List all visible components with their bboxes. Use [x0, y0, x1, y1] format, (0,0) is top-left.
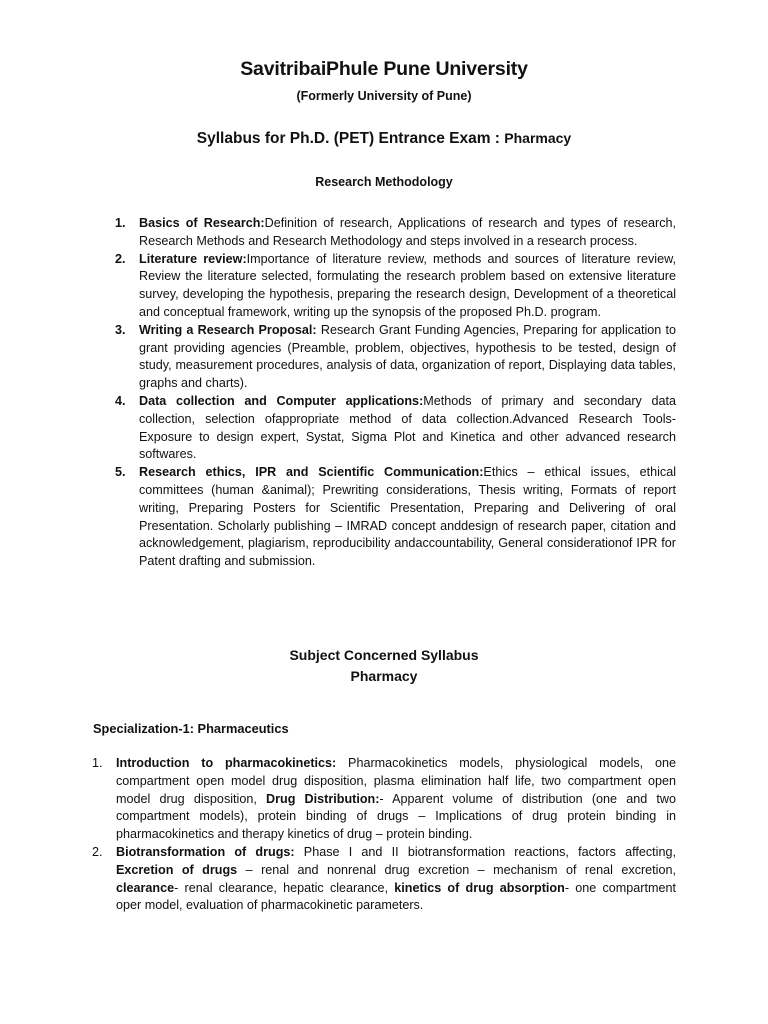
item-title: Literature review:: [139, 251, 247, 266]
item-title: Research ethics, IPR and Scientific Communication:: [139, 465, 484, 480]
item-text: - renal clearance, hepatic clearance,: [174, 880, 395, 895]
list-item: [115, 464, 676, 571]
research-methodology-heading: Research Methodology: [315, 175, 453, 189]
item-subtitle: Drug Distribution:: [266, 791, 380, 806]
subject-heading-line1: Subject Concerned Syllabus: [289, 647, 479, 663]
list-item: [115, 251, 676, 322]
item-title: Biotransformation of drugs:: [116, 844, 295, 859]
syllabus-title-subject: Pharmacy: [504, 130, 572, 146]
item-number: 1.: [92, 756, 103, 770]
item-text: Definition of research, Applications of research and types of research, Research Methods and Research Methodology and steps involved in a research process.: [139, 216, 676, 248]
list-item: [115, 393, 676, 464]
item-text: Pharmacokinetics models, physiological models, one compartment open model drug disposition, plasma elimination half life, two compartment open model drug disposition,: [116, 756, 676, 806]
item-text: – renal and nonrenal drug excretion – mechanism of renal excretion,: [237, 862, 676, 877]
subject-syllabus-heading: [0, 645, 768, 687]
item-text: - Apparent volume of distribution (one and two compartment models), protein binding of drugs – Implications of drug protein binding in pharmacokinetics and therapy kinetics of drug – protein binding.: [116, 791, 676, 842]
item-number: 2.: [92, 844, 103, 859]
pharmaceutics-list: [92, 755, 676, 915]
syllabus-title: [0, 130, 768, 148]
item-number: 4.: [115, 393, 126, 408]
specialization-heading: Specialization-1: Pharmaceutics: [93, 721, 289, 736]
research-methodology-list: [115, 215, 676, 571]
subject-heading-line2: Pharmacy: [350, 668, 418, 684]
item-text: Phase I and II biotransformation reactions, factors affecting,: [294, 844, 676, 859]
item-subtitle: Excretion of drugs: [116, 862, 238, 877]
item-title: Introduction to pharmacokinetics:: [116, 756, 337, 770]
list-item: [92, 755, 676, 844]
item-text: Ethics – ethical issues, ethical committees (human &animal); Prewriting considerations, Thesis writing, Formats of report writing, Preparing Posters for Scientific Presentation, Preparing and Delivering of oral Presentation. Scholarly publishing – IMRAD concept anddesign of research paper, citation and acknowledgement, plagiarism, reproducibility andaccountability, General considerationof IPR for Patent drafting and submission.: [139, 465, 676, 569]
item-text: Methods of primary and secondary data collection, selection ofappropriate method of data collection.Advanced Research Tools- Exposure to design expert, Systat, Sigma Plot and Kinetica and other advanced research softwares.: [139, 393, 676, 462]
university-title: SavitribaiPhule Pune University: [240, 58, 528, 80]
item-title: Basics of Research:: [139, 216, 265, 230]
item-title: Writing a Research Proposal:: [139, 322, 317, 337]
item-number: 3.: [115, 322, 126, 337]
item-text: Importance of literature review, methods and sources of literature review, Review the literature selected, formulating the research problem based on extensive literature survey, developing the hypothesis, preparing the research design, Development of a theoretical and conceptual framework, writing up the synopsis of the proposed Ph.D. program.: [139, 251, 676, 319]
item-text: Research Grant Funding Agencies, Preparing for application to grant providing agencies (Preamble, problem, objectives, hypothesis to be tested, design of study, measurement procedures, analysis of data, organization of report, Displaying data tables, graphs and charts).: [139, 322, 676, 391]
list-item: [115, 322, 676, 393]
item-number: 5.: [115, 465, 126, 480]
item-title: Data collection and Computer applications:: [139, 393, 424, 408]
formerly-subtitle: (Formerly University of Pune): [296, 89, 472, 103]
item-number: 2.: [115, 251, 126, 266]
item-text: - one compartment oper model, evaluation of pharmacokinetic parameters.: [116, 880, 676, 913]
item-subtitle: kinetics of drug absorption: [394, 880, 565, 895]
syllabus-title-prefix: Syllabus for Ph.D. (PET) Entrance Exam :: [196, 130, 505, 147]
list-item: [92, 844, 676, 915]
item-number: 1.: [115, 216, 126, 230]
list-item: [115, 215, 676, 251]
item-subtitle: clearance: [116, 880, 175, 895]
